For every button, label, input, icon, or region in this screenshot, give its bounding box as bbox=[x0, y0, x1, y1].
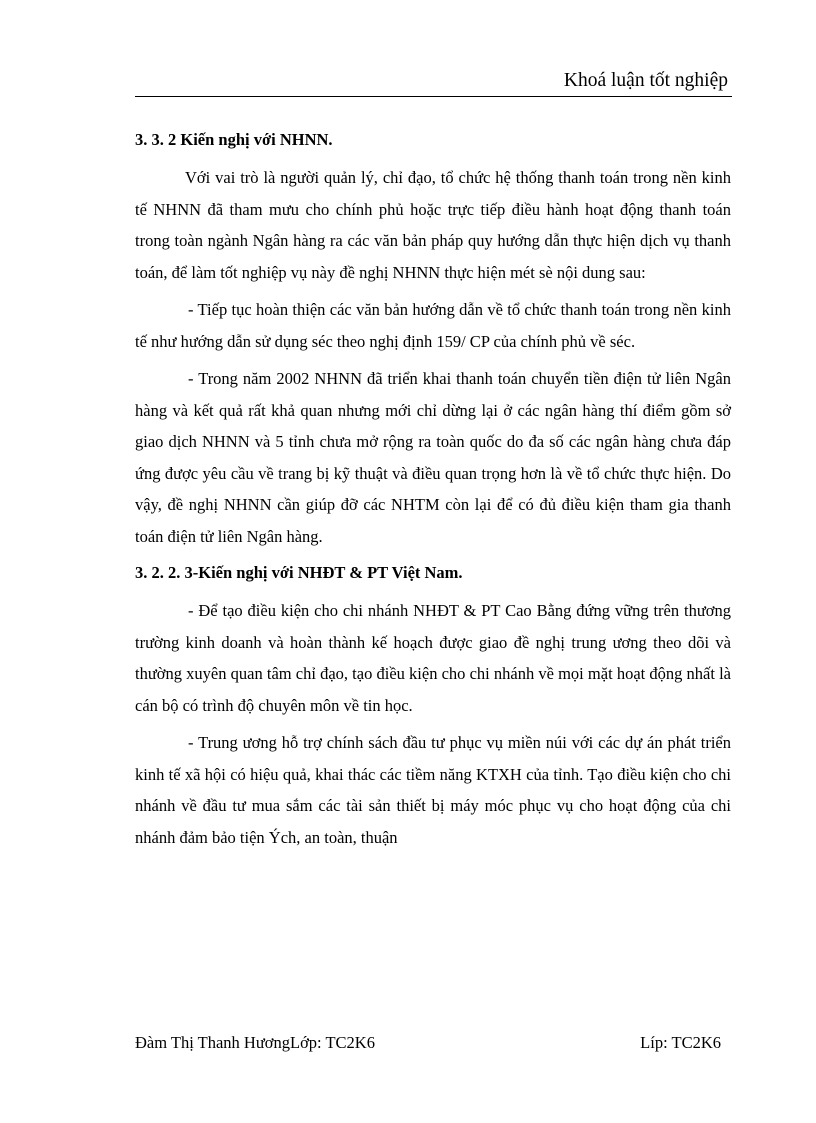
footer-author: Đàm Thị Thanh HươngLớp: TC2K6 bbox=[135, 1033, 375, 1052]
header-title: Khoá luận tốt nghiệp bbox=[563, 70, 728, 91]
page-footer bbox=[135, 1033, 721, 1059]
paragraph-bullet-2: - Trong năm 2002 NHNN đã triển khai thanh toán chuyển tiền điện tử liên Ngân hàng và kết quả rất khả quan nhưng mới chỉ dừng lại ở các ngân hàng thí điểm gồm sở giao dịch NHNN và 5 tỉnh chưa mở rộng ra toàn quốc do đa số các ngân hàng chưa đáp ứng được yêu cầu về trang bị kỹ thuật và điều quan trọng hơn là về tổ chức thực hiện. Do vậy, đề nghị NHNN cần giúp đỡ các NHTM còn lại để có đủ điều kiện tham gia thanh toán điện tử liên Ngân hàng. bbox=[135, 369, 731, 546]
document-body bbox=[135, 125, 731, 859]
section-heading-nhdt: 3. 2. 2. 3-Kiến nghị với NHĐT & PT Việt Nam. bbox=[135, 563, 463, 582]
page-header bbox=[135, 64, 732, 97]
section-heading-nhnn: 3. 3. 2 Kiến nghị với NHNN. bbox=[135, 130, 333, 149]
footer-class: Líp: TC2K6 bbox=[640, 1033, 721, 1052]
paragraph-bullet-3: - Để tạo điều kiện cho chi nhánh NHĐT & PT Cao Bằng đứng vững trên thương trường kinh doanh và hoàn thành kế hoạch được giao đề nghị trung ương theo dõi và thường xuyên quan tâm chỉ đạo, tạo điều kiện cho chi nhánh về mọi mặt hoạt động nhất là cán bộ có trình độ chuyên môn về tin học. bbox=[135, 601, 731, 715]
paragraph-bullet-1: - Tiếp tục hoàn thiện các văn bản hướng dẫn về tổ chức thanh toán trong nền kinh tế như hướng dẫn sử dụng séc theo nghị định 159/ CP của chính phủ về séc. bbox=[135, 300, 731, 351]
paragraph-intro: Với vai trò là người quản lý, chỉ đạo, tổ chức hệ thống thanh toán trong nền kinh tế NHNN đã tham mưu cho chính phủ hoặc trực tiếp điều hành hoạt động thanh toán trong toàn ngành Ngân hàng ra các văn bản pháp quy hướng dẫn thực hiện dịch vụ thanh toán, để làm tốt nghiệp vụ này đề nghị NHNN thực hiện mét sè nội dung sau: bbox=[135, 168, 731, 282]
paragraph-bullet-4: - Trung ương hỗ trợ chính sách đầu tư phục vụ miền núi với các dự án phát triển kinh tế xã hội có hiệu quả, khai thác các tiềm năng KTXH của tỉnh. Tạo điều kiện cho chi nhánh về đầu tư mua sắm các tài sản thiết bị máy móc phục vụ cho hoạt động của chi nhánh đảm bảo tiện Ých, an toàn, thuận bbox=[135, 733, 731, 847]
